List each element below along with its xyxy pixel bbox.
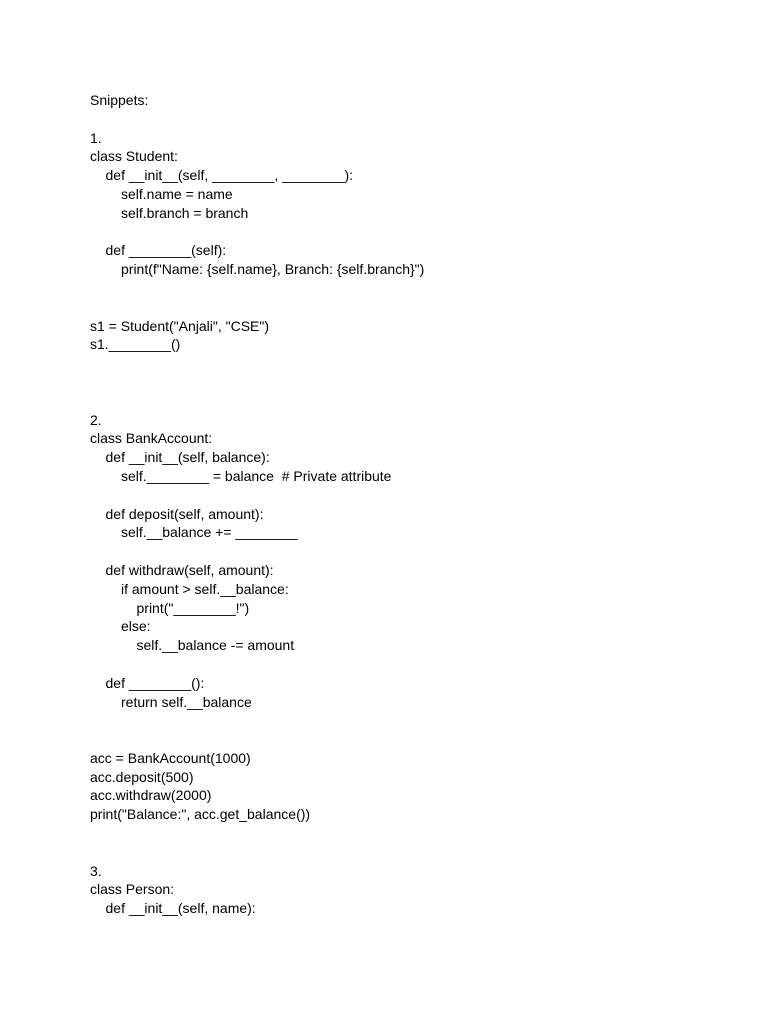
- snippet-number: 2.: [90, 411, 102, 428]
- blank-line: [90, 298, 730, 317]
- code-line: class Person:: [90, 881, 175, 898]
- snippet-number: 1.: [90, 129, 102, 146]
- blank-line: [90, 824, 730, 843]
- blank-line: [90, 843, 730, 862]
- blank-line: [90, 279, 730, 298]
- code-line: if amount > self.__balance:: [121, 580, 289, 597]
- code-line: return self.__balance: [121, 693, 252, 710]
- code-line: acc = BankAccount(1000): [90, 749, 251, 766]
- code-line: print(f"Name: {self.name}, Branch: {self.branch}"): [121, 261, 425, 278]
- code-line: s1 = Student("Anjali", "CSE"): [90, 317, 270, 334]
- code-line: self.__balance += ________: [121, 524, 298, 541]
- blank-line: [90, 730, 730, 749]
- snippet-2: [90, 411, 730, 825]
- snippet-1: [90, 129, 730, 355]
- blank-line: [90, 223, 730, 242]
- blank-line: [90, 110, 730, 129]
- code-line: acc.deposit(500): [90, 768, 194, 785]
- blank-line: [90, 711, 730, 730]
- blank-line: [90, 486, 730, 505]
- code-line: def __init__(self, ________, ________):: [105, 167, 354, 184]
- code-line: self.__balance -= amount: [136, 637, 295, 654]
- code-line: class BankAccount:: [90, 430, 213, 447]
- code-line: def deposit(self, amount):: [105, 505, 264, 522]
- document-body: [90, 91, 730, 918]
- snippet-number: 3.: [90, 862, 102, 879]
- code-line: def __init__(self, balance):: [105, 449, 270, 466]
- code-line: s1.________(): [90, 336, 181, 353]
- code-line: self.name = name: [121, 185, 233, 202]
- blank-line: [90, 354, 730, 373]
- blank-line: [90, 373, 730, 392]
- code-line: def ________(self):: [105, 242, 227, 259]
- code-line: self.branch = branch: [121, 204, 249, 221]
- code-line: def __init__(self, name):: [105, 900, 256, 917]
- code-line: def withdraw(self, amount):: [105, 561, 274, 578]
- snippet-3: [90, 862, 730, 918]
- blank-line: [90, 542, 730, 561]
- code-line: self.________ = balance # Private attribute: [121, 467, 392, 484]
- code-line: def ________():: [105, 674, 205, 691]
- code-line: print("Balance:", acc.get_balance()): [90, 806, 311, 823]
- document-heading: Snippets:: [90, 92, 149, 108]
- code-line: acc.withdraw(2000): [90, 787, 212, 804]
- code-line: else:: [121, 618, 151, 635]
- code-line: print("________!"): [136, 599, 250, 616]
- blank-line: [90, 655, 730, 674]
- code-line: class Student:: [90, 148, 178, 165]
- blank-line: [90, 392, 730, 411]
